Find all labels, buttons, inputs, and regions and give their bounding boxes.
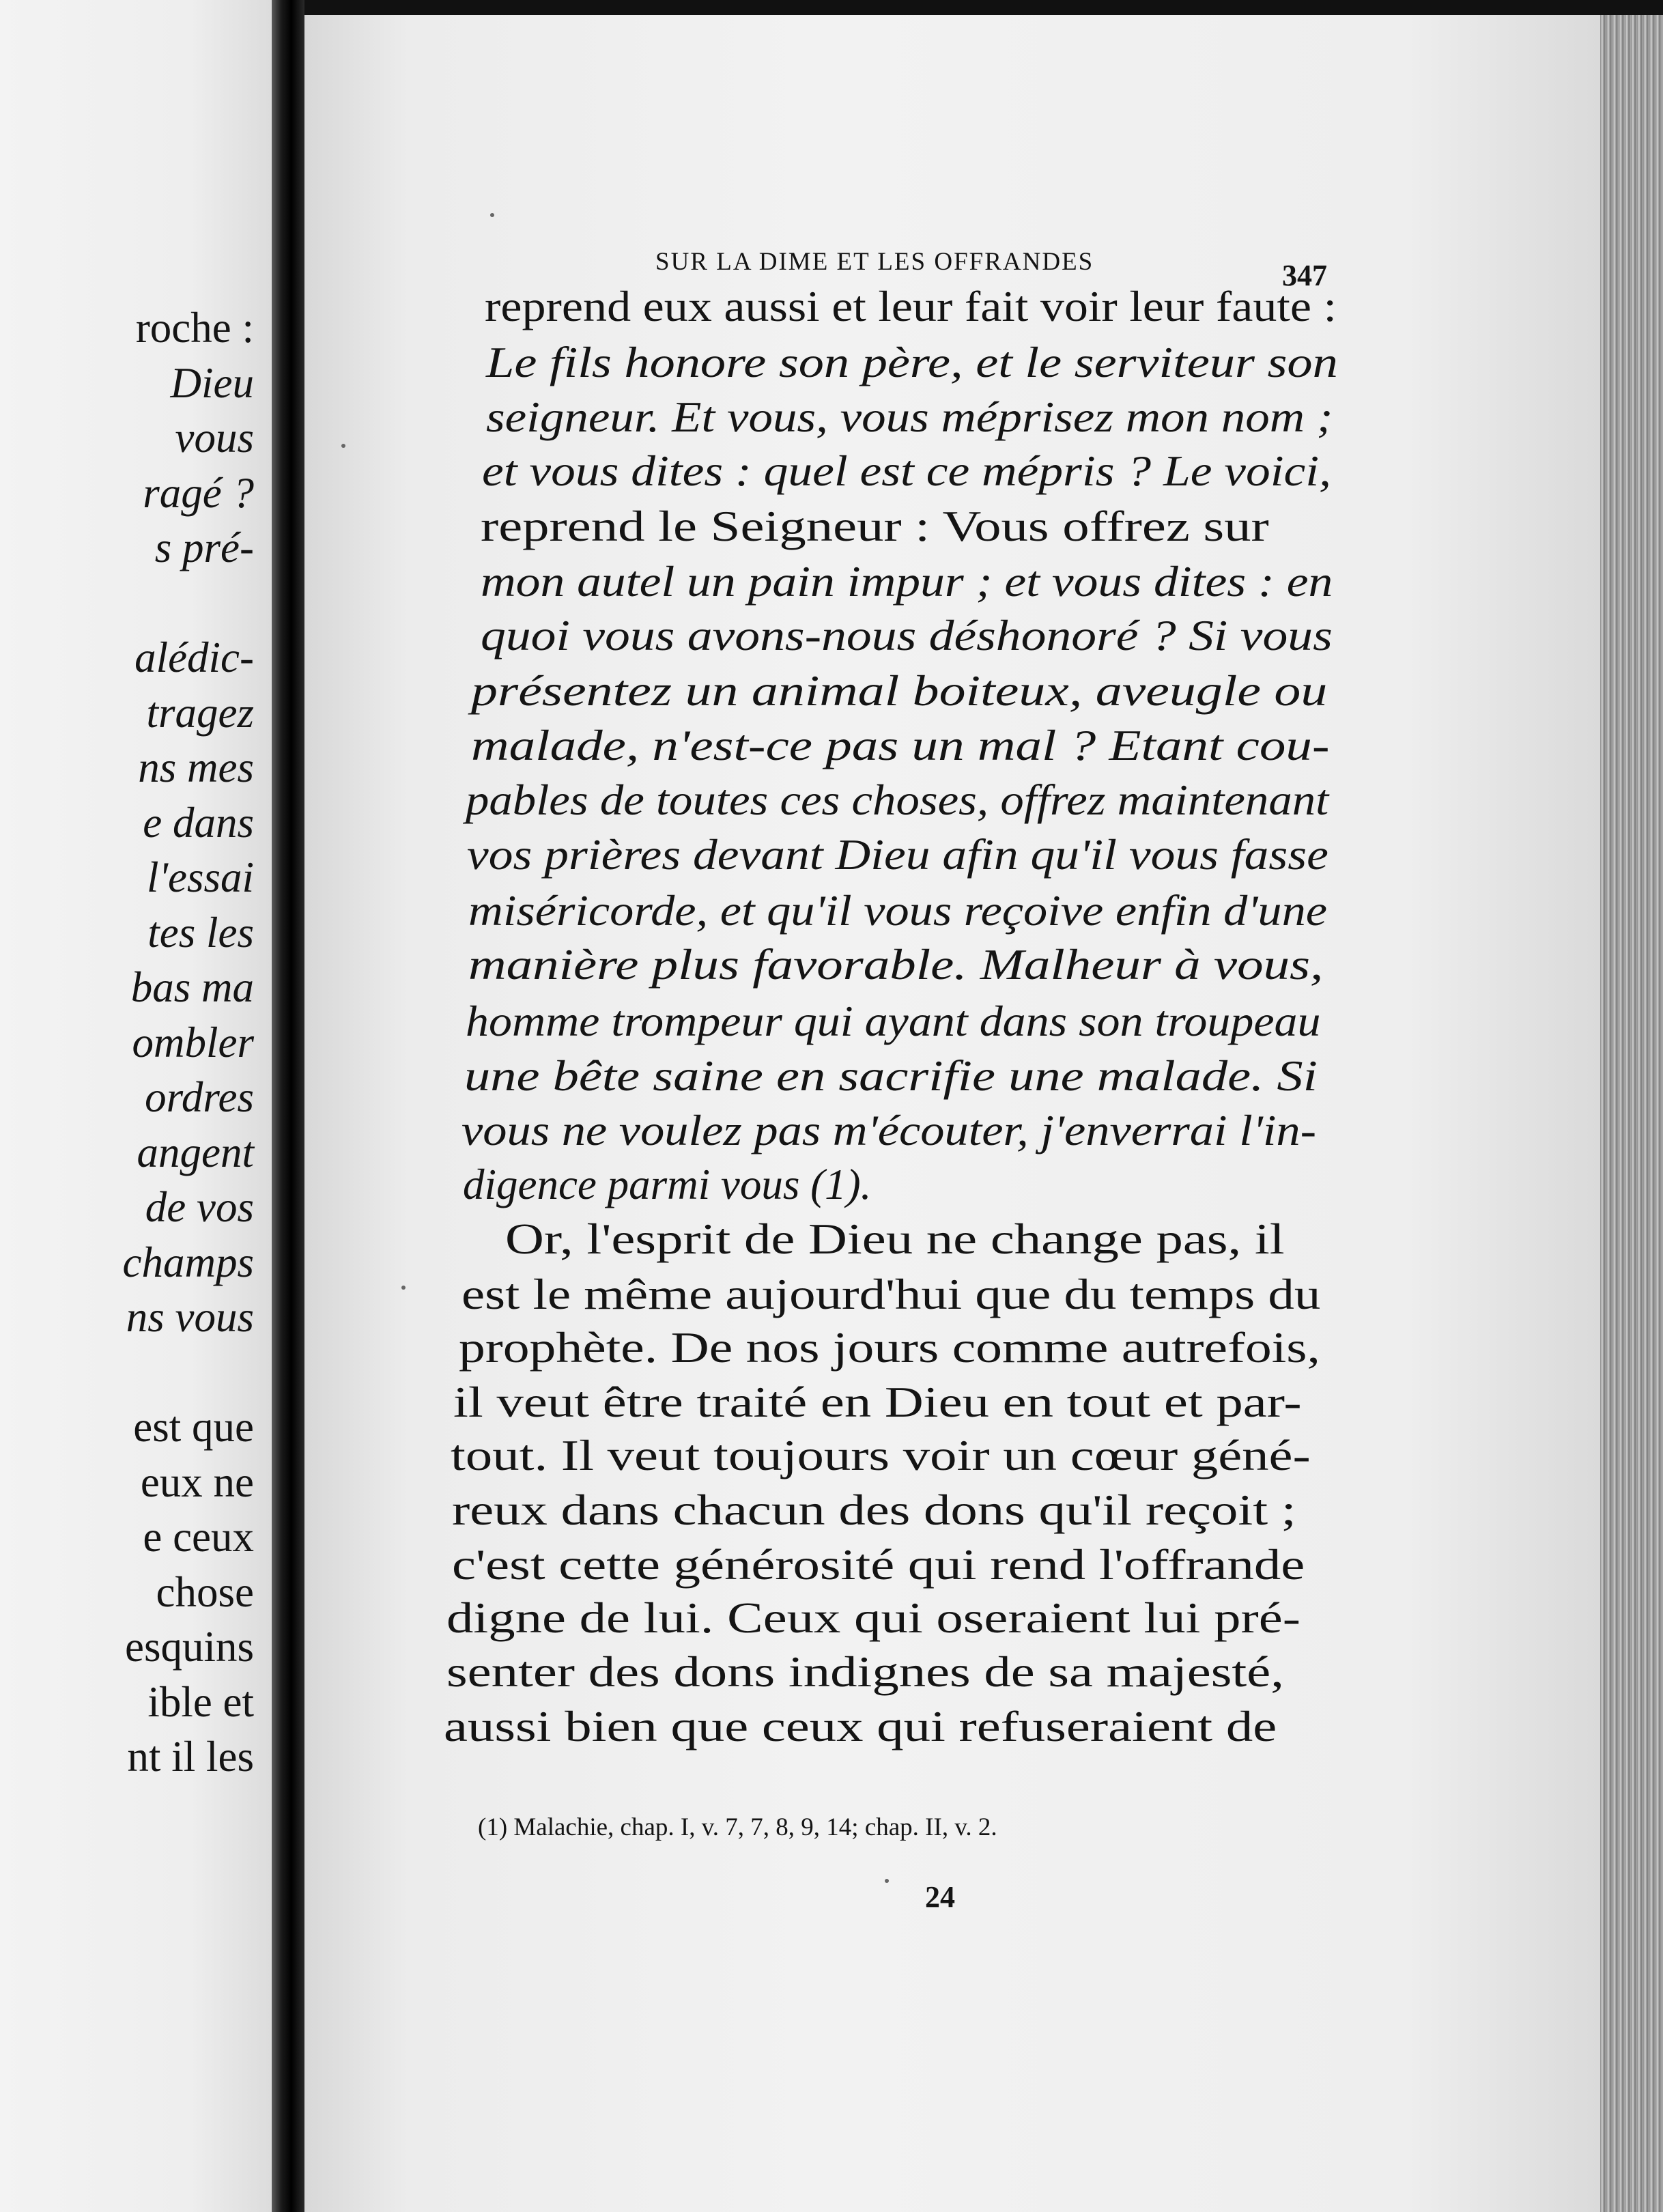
left-page-line: ns mes [138, 743, 254, 791]
left-page-line: ragé ? [143, 468, 254, 517]
left-page-line: e dans [143, 798, 254, 847]
body-text-line: quoi vous avons-nous déshonoré ? Si vous [481, 612, 1333, 660]
body-text-line: manière plus favorable. Malheur à vous, [468, 941, 1324, 989]
left-page-line [0, 576, 254, 631]
body-text-line: reprend le Seigneur : Vous offrez sur [481, 502, 1269, 550]
body-text-line: malade, n'est-ce pas un mal ? Etant cou- [471, 722, 1330, 769]
left-page-line [0, 1345, 254, 1400]
page-edges [1600, 0, 1663, 2212]
body-text-line: aussi bien que ceux qui refuseraient de [444, 1703, 1277, 1750]
left-page-line: chose [156, 1568, 254, 1616]
book-gutter [272, 0, 304, 2212]
left-page-line: ns vous [126, 1293, 254, 1341]
body-text-line: est le même aujourd'hui que du temps du [461, 1271, 1321, 1318]
body-text-line: présentez un animal boiteux, aveugle ou [471, 667, 1328, 715]
left-page-line: l'essai [147, 853, 254, 901]
body-text-line: digence parmi vous (1). [463, 1161, 872, 1208]
body-text-line: et vous dites : quel est ce mépris ? Le voici, [482, 447, 1331, 495]
body-text-line: pables de toutes ces choses, offrez maintenant [466, 776, 1329, 824]
left-page-text [0, 300, 254, 1785]
body-text-line: vous ne voulez pas m'écouter, j'enverrai l'in- [461, 1107, 1317, 1154]
signature-mark: 24 [925, 1880, 955, 1914]
left-page-line: champs [122, 1238, 254, 1286]
left-page-line: de vos [145, 1183, 254, 1231]
left-page-line: alédic- [134, 634, 254, 681]
left-page-line: nt il les [127, 1733, 254, 1781]
body-text-line: il veut être traité en Dieu en tout et par- [453, 1378, 1302, 1426]
left-page-line: roche : [135, 304, 254, 352]
print-speck [490, 213, 494, 217]
body-text-line: homme trompeur qui ayant dans son troupeau [466, 997, 1321, 1045]
body-text-line: c'est cette générosité qui rend l'offrande [452, 1541, 1305, 1589]
body-text-line: vos prières devant Dieu afin qu'il vous fasse [467, 831, 1328, 879]
body-text-line: senter des dons indignes de sa majesté, [446, 1648, 1284, 1696]
left-page-line: angent [137, 1128, 254, 1176]
body-text-line: tout. Il veut toujours voir un cœur géné- [451, 1432, 1311, 1479]
body-text-line: prophète. De nos jours comme autrefois, [459, 1324, 1320, 1372]
left-page-line: eux ne [140, 1458, 254, 1506]
print-speck [885, 1879, 889, 1883]
page-number: 347 [1282, 259, 1327, 292]
body-text-line: miséricorde, et qu'il vous reçoive enfin d'une [468, 887, 1327, 935]
body-text-line: Le fils honore son père, et le serviteur son [486, 339, 1338, 386]
print-speck [401, 1286, 406, 1290]
left-page-line: tes les [147, 908, 254, 956]
body-text-line: reprend eux aussi et leur fait voir leur faute : [485, 283, 1337, 330]
left-facing-page [0, 0, 272, 2212]
body-text-line: une bête saine en sacrifie une malade. Si [464, 1052, 1318, 1100]
left-page-line: ible et [147, 1677, 254, 1726]
left-page-line: tragez [146, 688, 254, 737]
left-page-line: e ceux [143, 1513, 254, 1561]
body-text-line: Or, l'esprit de Dieu ne change pas, il [505, 1215, 1285, 1263]
running-head: SUR LA DIME ET LES OFFRANDES [655, 248, 1094, 276]
body-text-line: seigneur. Et vous, vous méprisez mon nom ; [486, 393, 1333, 441]
left-page-line: vous [175, 414, 254, 462]
body-text-line: mon autel un pain impur ; et vous dites : en [481, 558, 1333, 606]
left-page-line: ordres [145, 1073, 254, 1121]
left-page-line: ombler [132, 1018, 254, 1066]
left-page-line: est que [133, 1403, 254, 1451]
left-page-line: bas ma [130, 963, 254, 1011]
top-shadow [304, 0, 1663, 15]
print-speck [341, 444, 345, 448]
footnote: (1) Malachie, chap. I, v. 7, 7, 8, 9, 14; chap. II, v. 2. [478, 1813, 997, 1841]
left-page-line: s pré- [154, 524, 254, 571]
body-text-line: reux dans chacun des dons qu'il reçoit ; [452, 1486, 1296, 1534]
left-page-line: esquins [125, 1623, 254, 1671]
body-text-line: digne de lui. Ceux qui oseraient lui pré- [446, 1594, 1300, 1642]
left-page-line: Dieu [170, 358, 254, 407]
